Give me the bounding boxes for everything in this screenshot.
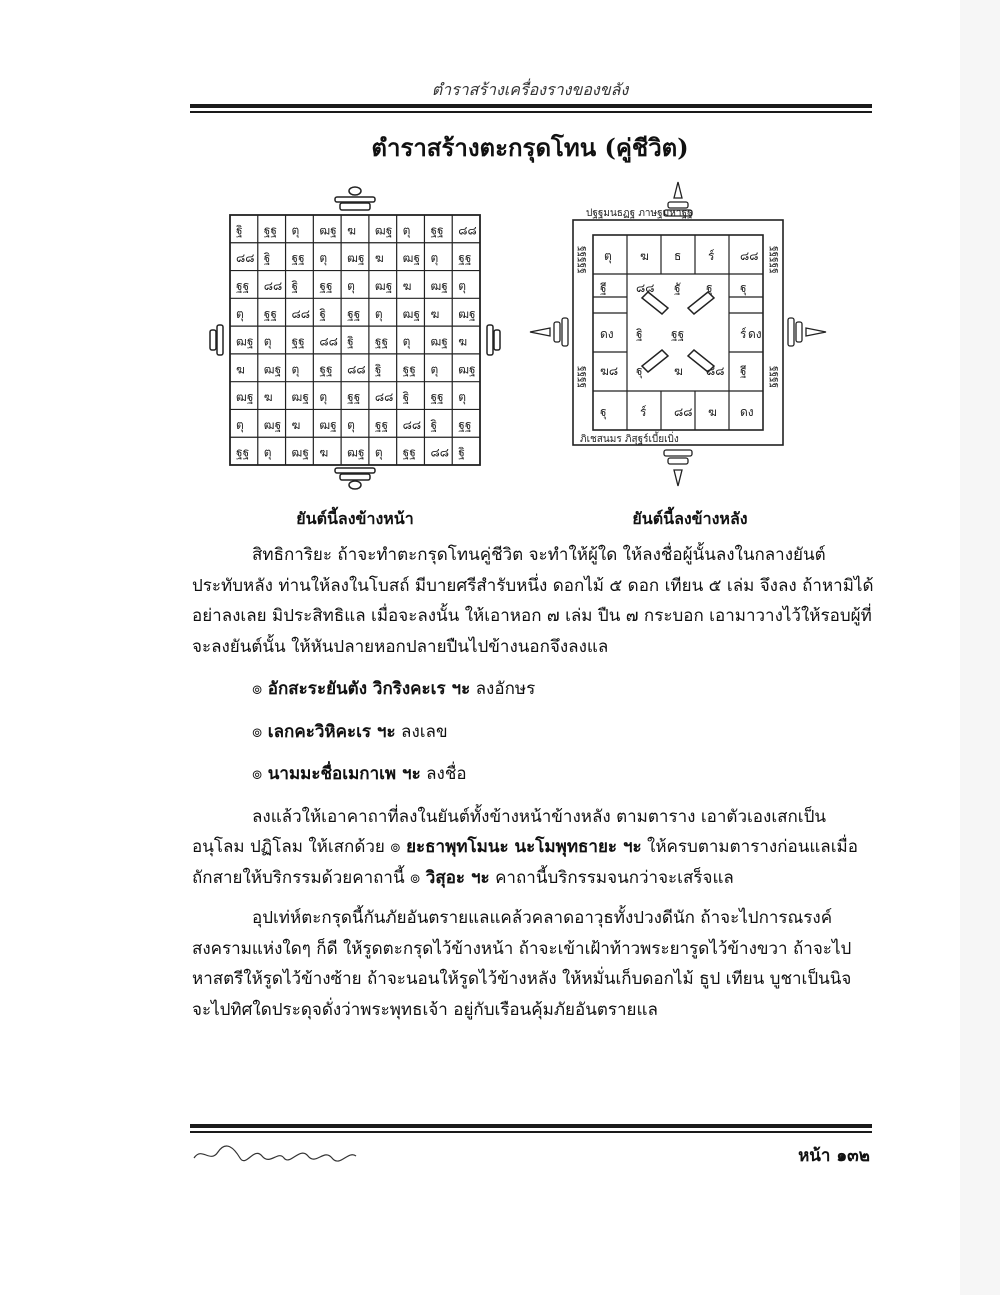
page-title: ตำราสร้างตะกรุดโทน (คู่ชีวิต): [371, 133, 689, 162]
svg-text:ตุ: ตุ: [402, 223, 411, 238]
yantra-back-drawing: [528, 180, 828, 500]
svg-text:ตุ: ตุ: [458, 279, 467, 293]
svg-text:ฐฐ: ฐฐ: [430, 223, 444, 238]
chant-3-text: นามมะชื่อเมกาเพ ฯะ: [267, 764, 421, 784]
svg-text:ตุ: ตุ: [291, 362, 300, 377]
svg-text:ฐิ: ฐิ: [236, 223, 243, 238]
yantra-front-drawing: [205, 185, 505, 495]
svg-text:ฐฐ: ฐฐ: [291, 251, 305, 266]
svg-text:ฐฐ: ฐฐ: [319, 279, 333, 293]
svg-text:๘๘: ๘๘: [374, 390, 394, 405]
svg-text:ฐิ: ฐิ: [347, 334, 354, 349]
chant-1-note: ลงอักษร: [475, 679, 536, 699]
chant-3: [252, 759, 874, 790]
svg-text:ดง: ดง: [600, 327, 614, 341]
svg-text:ฐี: ฐี: [740, 364, 747, 378]
svg-text:ฒฐ: ฒฐ: [291, 390, 310, 405]
svg-text:ฒฐ: ฒฐ: [319, 417, 337, 432]
svg-text:ฐั: ฐั: [674, 281, 681, 295]
svg-text:ฒฐ: ฒฐ: [347, 251, 365, 266]
signature-scribble: [192, 1138, 392, 1168]
running-header: ตำราสร้างเครื่องรางของขลัง: [431, 80, 629, 99]
svg-text:ฆ: ฆ: [708, 405, 717, 419]
svg-text:ฐฐฐฐ: ฐฐฐฐ: [577, 366, 588, 389]
svg-text:ฐุ: ฐุ: [600, 405, 607, 419]
svg-text:ฐฐ: ฐฐ: [458, 417, 472, 432]
svg-text:ฐฐ: ฐฐ: [430, 390, 444, 405]
svg-text:ตุ: ตุ: [458, 390, 467, 405]
svg-text:ฒฐ: ฒฐ: [458, 306, 476, 321]
svg-text:ฒฐ: ฒฐ: [263, 362, 282, 377]
svg-text:๘๘: ๘๘: [636, 281, 655, 295]
svg-text:ฒฐ: ฒฐ: [402, 251, 421, 266]
svg-text:ตุ: ตุ: [430, 251, 439, 266]
svg-text:ฒฐ: ฒฐ: [291, 445, 310, 460]
svg-text:ฐิ: ฐิ: [402, 390, 410, 405]
svg-text:ฒฐ: ฒฐ: [236, 390, 254, 405]
paragraph-2-mark2: ๏: [410, 867, 421, 888]
svg-text:ตุ: ตุ: [604, 249, 612, 263]
yantra-back-bottom-text: ภิเชสนมร ภิสุฐร์เบี้ยเบิ่ง: [580, 434, 679, 445]
svg-text:ฆ: ฆ: [347, 223, 357, 238]
paragraph-1: สิทธิการิยะ ถ้าจะทำตะกรุดโทนคู่ชีวิต จะทำให้ผู้ใด ให้ลงชื่อผู้นั้นลงในกลางยันต์ประทับหลัง ท่านให้ลงในโบสถ์ มีบายศรีสำรับหนึ่ง ดอกไม้ ๕ ดอก เทียน ๕ เล่ม จึงลง ถ้าหามิได้อย่าลงเลย มิประสิทธิแล เมื่อจะลงนั้น ให้เอาหอก ๗ เล่ม ปืน ๗ กระบอก เอามาวางไว้ให้รอบผู้ที่จะลงยันต์นั้น ให้หันปลายหอกปลายปืนไปข้างนอกจึงลงแล: [192, 545, 874, 657]
svg-text:ตุ: ตุ: [263, 445, 272, 460]
svg-text:ฐฐ: ฐฐ: [374, 334, 389, 349]
svg-text:ฒฐ: ฒฐ: [347, 445, 365, 460]
svg-text:๘๘: ๘๘: [347, 362, 366, 377]
svg-text:ธ: ธ: [674, 249, 682, 263]
yantra-back-top-text: ปฐฐมนธฏฐ ภาษฐมหาฐฐ: [586, 208, 693, 219]
svg-text:ฒฐ: ฒฐ: [236, 334, 254, 349]
chant-1-mark: ๏: [252, 679, 263, 699]
svg-text:ร์: ร์: [640, 405, 647, 419]
svg-text:ฐฐ: ฐฐ: [291, 334, 305, 349]
svg-text:๘๘: ๘๘: [458, 223, 477, 238]
svg-text:ฐฐ: ฐฐ: [319, 362, 333, 377]
header-rule-thin: [190, 111, 872, 113]
svg-text:ตุ: ตุ: [374, 306, 383, 321]
svg-text:ฐฐ: ฐฐ: [402, 445, 416, 460]
svg-text:ฐฐ: ฐฐ: [347, 306, 361, 321]
svg-text:ฐิ: ฐิ: [319, 306, 326, 321]
svg-text:ฆ: ฆ: [402, 279, 412, 293]
svg-text:๘๘: ๘๘: [263, 279, 283, 293]
svg-text:ดง: ดง: [748, 327, 762, 341]
svg-text:ฒฐ: ฒฐ: [374, 279, 393, 293]
svg-text:ฐฐฐฐฐ: ฐฐฐฐฐ: [769, 246, 780, 274]
svg-text:ฐฐ: ฐฐ: [236, 279, 250, 293]
yantra-back-caption: ยันต์นี้ลงข้างหลัง: [632, 509, 748, 528]
svg-text:๘๘: ๘๘: [674, 405, 693, 419]
svg-text:ฐิ: ฐิ: [263, 251, 271, 266]
svg-text:ฐุ: ฐุ: [636, 364, 643, 378]
svg-text:ฆ: ฆ: [640, 249, 649, 263]
paragraph-2-mark1: ๏: [390, 837, 401, 857]
paragraph-2b: ให้ครบตามตารางก่อนแลเมื่อถักสายให้บริกรรมด้วยคาถานี้: [192, 837, 858, 888]
svg-text:ฐิ: ฐิ: [291, 279, 299, 293]
svg-text:ฐุ: ฐุ: [706, 281, 713, 295]
svg-text:ตุ: ตุ: [236, 417, 244, 432]
svg-text:ตุ: ตุ: [319, 251, 328, 266]
svg-text:ฆ: ฆ: [291, 417, 301, 432]
yantra-front: [205, 185, 505, 495]
svg-text:ตุ: ตุ: [263, 334, 272, 349]
svg-text:๘๘: ๘๘: [430, 445, 449, 460]
yantra-front-caption: ยันต์นี้ลงข้างหน้า: [296, 509, 414, 528]
chant-1-text: อักสะระยันตัง วิกริงคะเร ฯะ: [267, 679, 471, 699]
svg-text:ฐฐฐฐฐ: ฐฐฐฐฐ: [577, 246, 588, 274]
svg-text:ฐี: ฐี: [600, 281, 607, 295]
paragraph-2a: ลงแล้วให้เอาคาถาที่ลงในยันต์ทั้งข้างหน้าข้างหลัง ตามตาราง เอาตัวเองเสกเป็นอนุโลม ปฏิโลม ให้เสกด้วย: [192, 806, 827, 857]
svg-text:ดง: ดง: [740, 405, 754, 419]
svg-text:๘๘: ๘๘: [706, 364, 725, 378]
svg-text:ฐิ: ฐิ: [458, 445, 465, 460]
svg-text:๘๘: ๘๘: [291, 306, 311, 321]
svg-text:ฒฐ: ฒฐ: [430, 279, 448, 293]
svg-text:ตุ: ตุ: [236, 306, 244, 321]
svg-text:ฐิ: ฐิ: [430, 417, 438, 432]
svg-text:ฒฐ: ฒฐ: [430, 334, 448, 349]
svg-text:ฐฐ: ฐฐ: [263, 306, 278, 321]
footer-signature: [192, 1138, 392, 1168]
svg-text:ฐฐ: ฐฐ: [263, 223, 278, 238]
chant-3-mark: ๏: [252, 764, 263, 784]
svg-text:ตุ: ตุ: [374, 445, 383, 460]
svg-text:ร์: ร์: [708, 249, 715, 263]
svg-text:๘๘: ๘๘: [740, 249, 759, 263]
svg-text:ฐฐ: ฐฐ: [402, 362, 416, 377]
svg-text:ฆ: ฆ: [458, 334, 468, 349]
svg-text:ตุ: ตุ: [319, 390, 328, 405]
svg-text:ฒฐ: ฒฐ: [319, 223, 337, 238]
body-text: [192, 540, 874, 1025]
chant-2-text: เลกคะวิหิคะเร ฯะ: [267, 721, 396, 742]
header-rule: [190, 104, 872, 108]
svg-text:ฆ: ฆ: [263, 390, 273, 405]
chant-3-note: ลงชื่อ: [426, 764, 467, 784]
svg-text:ฐฐ: ฐฐ: [671, 327, 685, 341]
svg-text:ฆ๘: ฆ๘: [600, 364, 619, 378]
svg-text:๘๘: ๘๘: [236, 251, 255, 266]
svg-text:ตุ: ตุ: [291, 223, 300, 238]
svg-text:ฒฐ: ฒฐ: [263, 417, 282, 432]
chant-2-note: ลงเลข: [401, 721, 448, 742]
svg-text:ฐฐ: ฐฐ: [347, 390, 361, 405]
footer-rule: [190, 1124, 872, 1128]
paragraph-2c: คาถานี้บริกรรมจนกว่าจะเสร็จแล: [495, 867, 734, 888]
svg-text:ฆ: ฆ: [319, 445, 329, 460]
svg-text:ฆ: ฆ: [430, 306, 440, 321]
svg-text:ฐุ: ฐุ: [740, 281, 747, 295]
svg-text:ฐิ: ฐิ: [374, 362, 382, 377]
svg-text:ฆ: ฆ: [374, 251, 384, 266]
paragraph-2-chant2: วิสุอะ ฯะ: [425, 867, 490, 888]
svg-text:ฒฐ: ฒฐ: [374, 223, 393, 238]
svg-text:ตุ: ตุ: [347, 417, 355, 432]
svg-text:ฆ: ฆ: [236, 362, 245, 377]
svg-text:๘๘: ๘๘: [319, 334, 338, 349]
svg-text:ฆ: ฆ: [674, 364, 683, 378]
svg-text:ฒฐ: ฒฐ: [402, 306, 421, 321]
svg-text:ตุ: ตุ: [430, 362, 439, 377]
svg-text:ฐฐฐฐ: ฐฐฐฐ: [769, 366, 780, 389]
paragraph-3: อุปเท่ห์ตะกรุดนี้กันภัยอันตรายแลแคล้วคลาดอาวุธทั้งปวงดีนัก ถ้าจะไปการณรงค์สงครามแห่งใดๆ ก็ดี ให้รูดตะกรุดไว้ข้างหน้า ถ้าจะเข้าเฝ้าท้าวพระยารูดไว้ข้างขวา ถ้าจะไปหาสตรีให้รูดไว้ข้างซ้าย ถ้าจะนอนให้รูดไว้ข้างหลัง ให้หมั่นเก็บดอกไม้ ธูป เทียน บูชาเป็นนิจ จะไปทิศใดประดุจดั่งว่าพระพุทธเจ้า อยู่กับเรือนคุ้มภัยอันตรายแล: [192, 908, 852, 1020]
svg-text:ฐฐ: ฐฐ: [458, 251, 472, 266]
svg-text:ฒฐ: ฒฐ: [458, 362, 476, 377]
svg-text:ร์: ร์: [740, 327, 747, 341]
svg-text:ฐฐ: ฐฐ: [236, 445, 250, 460]
chant-1: [252, 674, 874, 705]
footer-rule-thin: [190, 1131, 872, 1133]
page-number: หน้า ๑๓๒: [798, 1146, 870, 1166]
chant-2: [252, 717, 874, 748]
chant-2-mark: ๏: [252, 721, 263, 742]
paragraph-2: [192, 802, 874, 894]
yantra-back: [528, 180, 828, 500]
svg-text:ตุ: ตุ: [347, 279, 355, 293]
svg-text:๘๘: ๘๘: [402, 417, 422, 432]
svg-text:ฐฐ: ฐฐ: [374, 417, 389, 432]
paragraph-2-chant1: ยะธาพุทโมนะ นะโมพุทธายะ ฯะ: [406, 837, 642, 857]
svg-text:ตุ: ตุ: [402, 334, 411, 349]
svg-text:ฐิ: ฐิ: [636, 327, 643, 341]
